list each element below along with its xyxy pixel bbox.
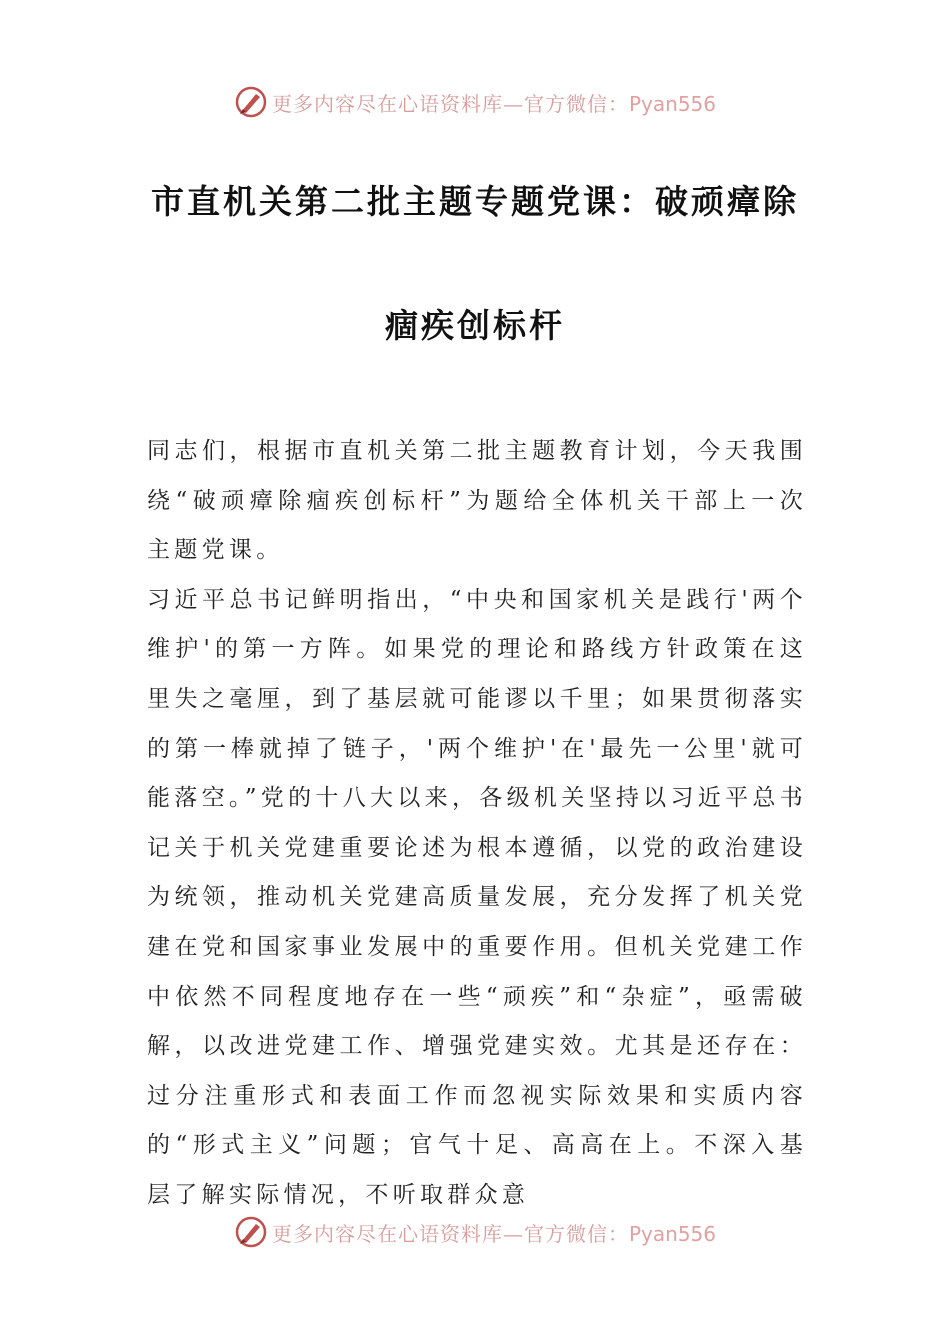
banner-text: 更多内容尽在心语资料库—官方微信：Pyan556 <box>271 1221 716 1246</box>
pen-logo-icon <box>234 1215 268 1249</box>
banner-wechat-id: Pyan556 <box>628 91 716 116</box>
pen-logo-icon <box>234 85 268 119</box>
banner-text: 更多内容尽在心语资料库—官方微信：Pyan556 <box>271 91 716 116</box>
document-title-line-2: 痼疾创标杆 <box>385 306 565 345</box>
paragraph: 同志们，根据市直机关第二批主题教育计划，今天我围绕“破顽瘴除痼疾创标杆”为题给全体机关干部上一次主题党课。 <box>147 438 807 564</box>
paragraph: 习近平总书记鲜明指出，“中央和国家机关是践行'两个维护'的第一方阵。如果党的理论和路线方针政策在这里失之毫厘，到了基层就可能谬以千里；如果贯彻落实的第一棒就掉了链子，'两个维护'在'最先一公里'就可能落空。”党的十八大以来，各级机关坚持以习近平总书记关于机关党建重要论述为根本遵循，以党的政治建设为统领，推动机关党建高质量发展，充分发挥了机关党建在党和国家事业发展中的重要作用。但机关党建工作中依然不同程度地存在一些“顽疾”和“杂症”，亟需破解，以改进党建工作、增强党建实效。尤其是还存在：过分注重形式和表面工作而忽视实际效果和实质内容的“形式主义”问题；官气十足、高高在上。不深入基层了解实际情况，不听取群众意 <box>147 586 807 1208</box>
document-body <box>147 427 807 1221</box>
footer-banner <box>0 1212 950 1252</box>
header-banner <box>0 82 950 122</box>
banner-wechat-id: Pyan556 <box>628 1221 716 1246</box>
document-title-line-1: 市直机关第二批主题专题党课：破顽瘴除 <box>151 182 799 221</box>
